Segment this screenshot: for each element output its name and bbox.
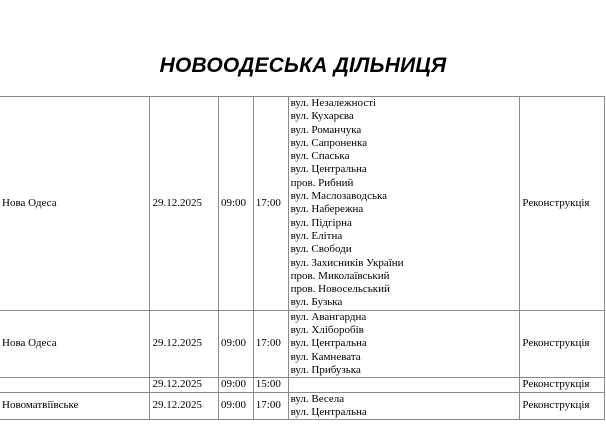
table-row <box>0 392 605 420</box>
start-time-cell: 09:00 <box>218 97 253 311</box>
location-cell <box>0 378 150 392</box>
street-item: вул. Кухарєва <box>290 110 354 123</box>
date-cell: 29.12.2025 <box>150 310 218 377</box>
page-title: НОВООДЕСЬКА ДІЛЬНИЦЯ <box>159 54 447 77</box>
streets-cell <box>288 310 520 377</box>
street-item: вул. Центральна <box>290 163 367 176</box>
location-cell: Нова Одеса <box>0 310 150 377</box>
outage-schedule-table <box>0 96 605 420</box>
street-item: пров. Миколаївський <box>290 269 390 282</box>
street-item: вул. Романчука <box>290 123 362 136</box>
start-time-cell: 09:00 <box>218 310 253 377</box>
street-item: вул. Свободи <box>290 243 352 256</box>
streets-cell <box>288 378 520 392</box>
end-time-cell: 17:00 <box>253 310 288 377</box>
date-cell: 29.12.2025 <box>150 392 218 420</box>
reason-cell: Реконструкція <box>520 378 605 392</box>
street-item: вул. Захисників України <box>290 256 404 269</box>
table-row <box>0 97 605 311</box>
end-time-cell: 17:00 <box>253 97 288 311</box>
start-time-cell: 09:00 <box>218 392 253 420</box>
street-item: вул. Центральна <box>290 337 367 350</box>
date-cell: 29.12.2025 <box>150 378 218 392</box>
street-item: вул. Підгірна <box>290 216 352 229</box>
table-row <box>0 378 605 392</box>
street-item: пров. Новосельський <box>290 283 390 296</box>
street-item: вул. Центральна <box>290 405 367 418</box>
start-time-cell: 09:00 <box>218 378 253 392</box>
street-item: вул. Авангардна <box>290 310 367 323</box>
street-item: вул. Камневата <box>290 350 361 363</box>
table-row <box>0 310 605 377</box>
date-cell: 29.12.2025 <box>150 97 218 311</box>
location-cell: Новоматвіївське <box>0 392 150 420</box>
location-cell: Нова Одеса <box>0 97 150 311</box>
street-item: вул. Хліборобів <box>290 324 364 337</box>
street-item: вул. Прибузька <box>290 363 361 376</box>
schedule-body <box>0 97 605 420</box>
reason-cell: Реконструкція <box>520 310 605 377</box>
street-item: вул. Спаська <box>290 150 350 163</box>
streets-cell <box>288 97 520 311</box>
street-item: вул. Сапроненка <box>290 136 368 149</box>
street-item: вул. Маслозаводська <box>290 190 388 203</box>
reason-cell: Реконструкція <box>520 97 605 311</box>
street-item: вул. Весела <box>290 392 345 405</box>
street-item: вул. Бузька <box>290 296 343 309</box>
street-item: вул. Елітна <box>290 229 343 242</box>
street-item: вул. Незалежності <box>290 97 377 109</box>
end-time-cell: 17:00 <box>253 392 288 420</box>
reason-cell: Реконструкція <box>520 392 605 420</box>
street-item: пров. Рибний <box>290 176 354 189</box>
streets-cell <box>288 392 520 420</box>
street-item: вул. Набережна <box>290 203 364 216</box>
end-time-cell: 15:00 <box>253 378 288 392</box>
